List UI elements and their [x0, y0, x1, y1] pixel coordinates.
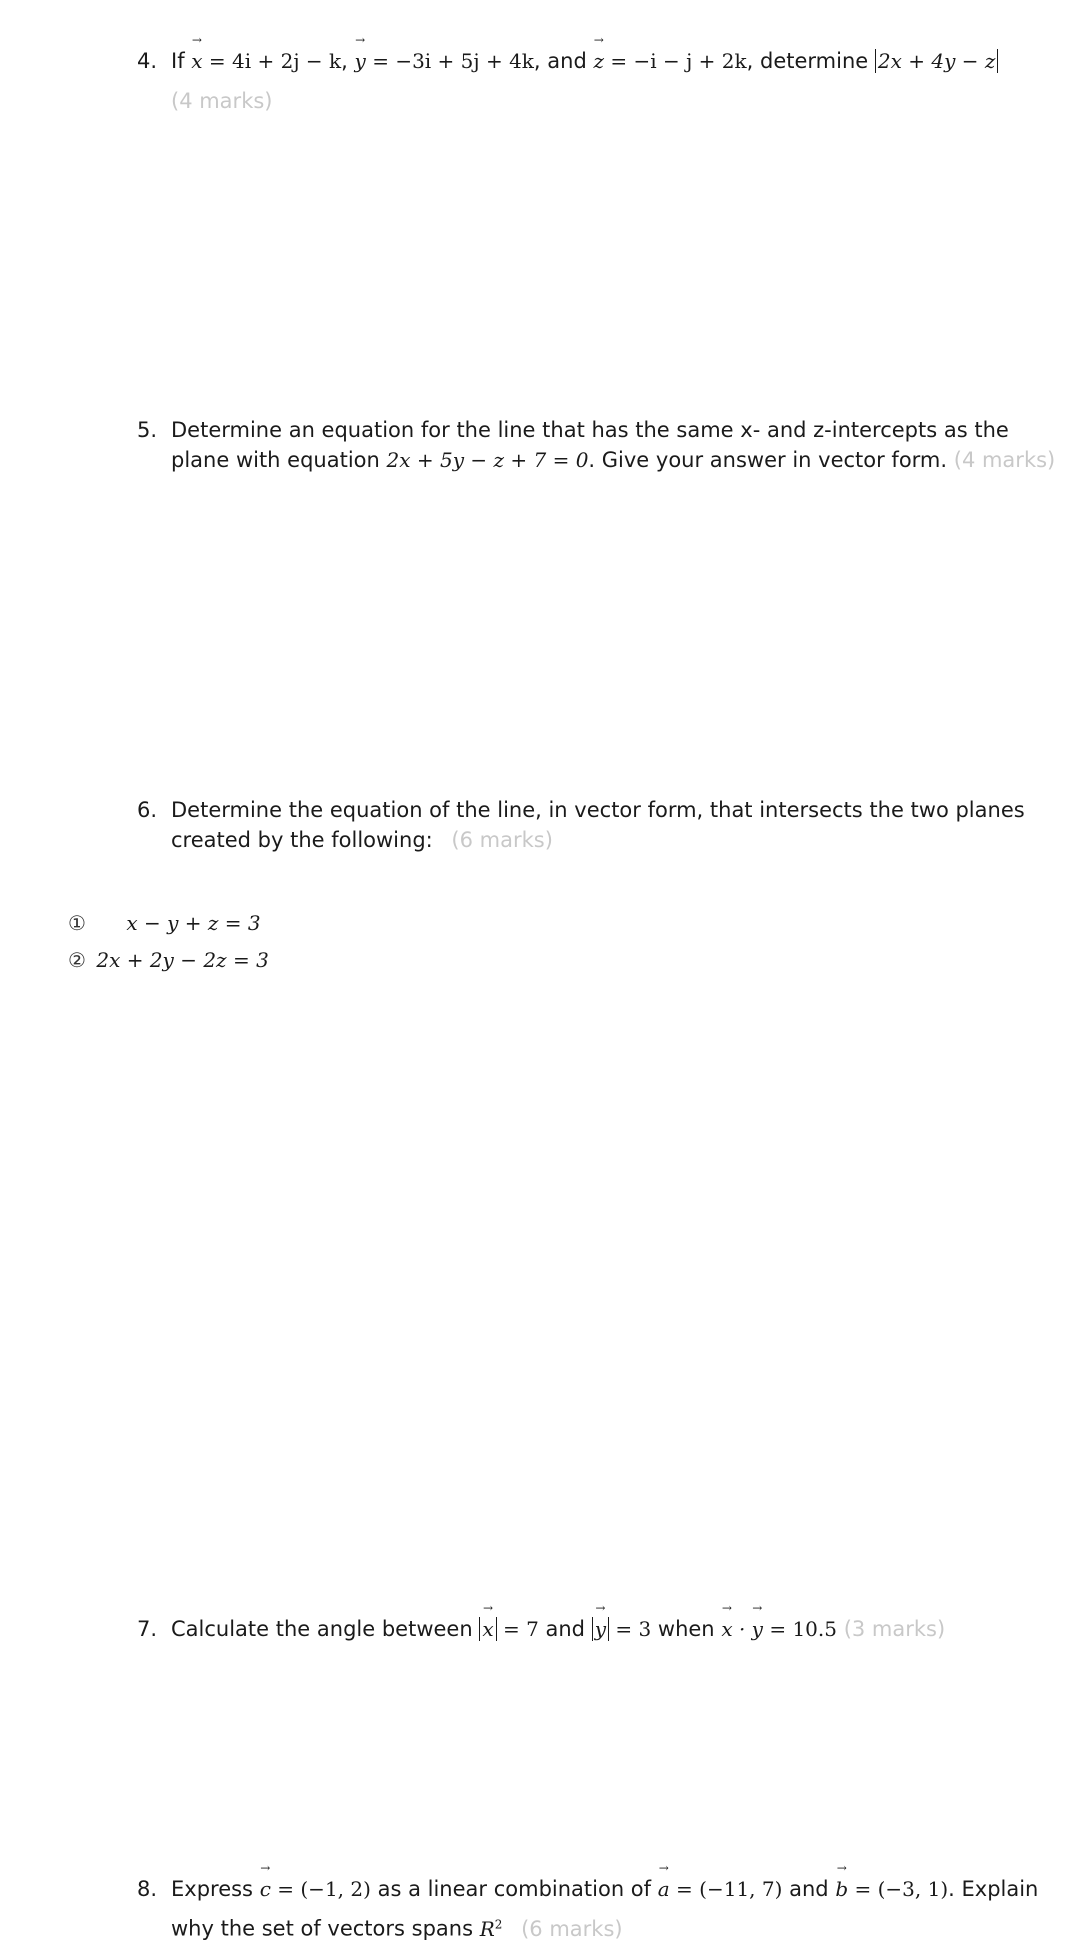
- equation-text: x − y + z = 3: [126, 911, 261, 935]
- q4-target-expression: 2x + 4y − z: [875, 49, 999, 73]
- question-5-line2: [171, 445, 1055, 475]
- question-number: 5.: [137, 418, 158, 442]
- q6-equation-1: [68, 908, 261, 938]
- q7-when: when: [657, 1617, 715, 1641]
- question-6-line2: [171, 825, 553, 855]
- q6-line2: created by the following:: [171, 828, 433, 852]
- q7-dot-product: → x · → y = 10.5: [721, 1617, 837, 1641]
- q8-line2: why the set of vectors spans: [171, 1916, 474, 1941]
- q6-equation-2: [68, 945, 269, 975]
- q4-determine: , determine: [746, 49, 869, 73]
- marks-label: (4 marks): [171, 89, 273, 113]
- q8-line1-mid: as a linear combination of: [377, 1877, 652, 1901]
- q8-a-definition: → a = (−11, 7): [658, 1877, 783, 1901]
- q4-intro: If: [171, 49, 185, 73]
- q7-and: and: [545, 1617, 586, 1641]
- question-number: 6.: [137, 798, 158, 822]
- equation-label: ①: [68, 911, 86, 935]
- equation-label: ②: [68, 948, 86, 972]
- q8-and: and: [789, 1877, 829, 1901]
- q4-y-definition: → y = −3i + 5j + 4k: [355, 49, 534, 73]
- q7-y-magnitude: → y = 3: [592, 1617, 652, 1641]
- q5-marks: (4 marks): [953, 448, 1056, 472]
- q6-line1: Determine the equation of the line, in vector form, that intersects the two planes: [171, 798, 1025, 822]
- q4-and: , and: [533, 49, 587, 73]
- q6-marks: (6 marks): [451, 828, 553, 852]
- q8-line1-pre: Express: [171, 1877, 254, 1901]
- q7-pre: Calculate the angle between: [171, 1617, 473, 1641]
- question-8-line2: [171, 1909, 623, 1944]
- q4-z-definition: → z = −i − j + 2k: [593, 49, 746, 73]
- q8-space: $R^2$: [479, 1916, 503, 1941]
- q7-x-magnitude: → x = 7: [479, 1617, 538, 1641]
- q8-line1-post: . Explain: [948, 1877, 1039, 1901]
- equation-text: 2x + 2y − 2z = 3: [96, 948, 269, 972]
- q4-x-definition: → x = 4i + 2j − k: [191, 49, 341, 73]
- q4-comma: ,: [341, 49, 348, 73]
- q5-line2-pre: plane with equation: [171, 448, 380, 472]
- question-number: 4.: [137, 49, 158, 73]
- q5-plane-equation: 2x + 5y − z + 7 = 0: [386, 448, 589, 472]
- q8-b-definition: → b = (−3, 1): [835, 1877, 948, 1901]
- q5-line2-post: . Give your answer in vector form.: [588, 448, 948, 472]
- q5-line1: Determine an equation for the line that has the same x- and z-intercepts as the: [171, 418, 1009, 442]
- question-number: 8.: [137, 1877, 158, 1901]
- q8-marks: (6 marks): [521, 1916, 623, 1941]
- q7-marks: (3 marks): [843, 1617, 946, 1641]
- question-number: 7.: [137, 1617, 158, 1641]
- q4-marks: [171, 86, 272, 116]
- q8-c-definition: → c = (−1, 2): [260, 1877, 371, 1901]
